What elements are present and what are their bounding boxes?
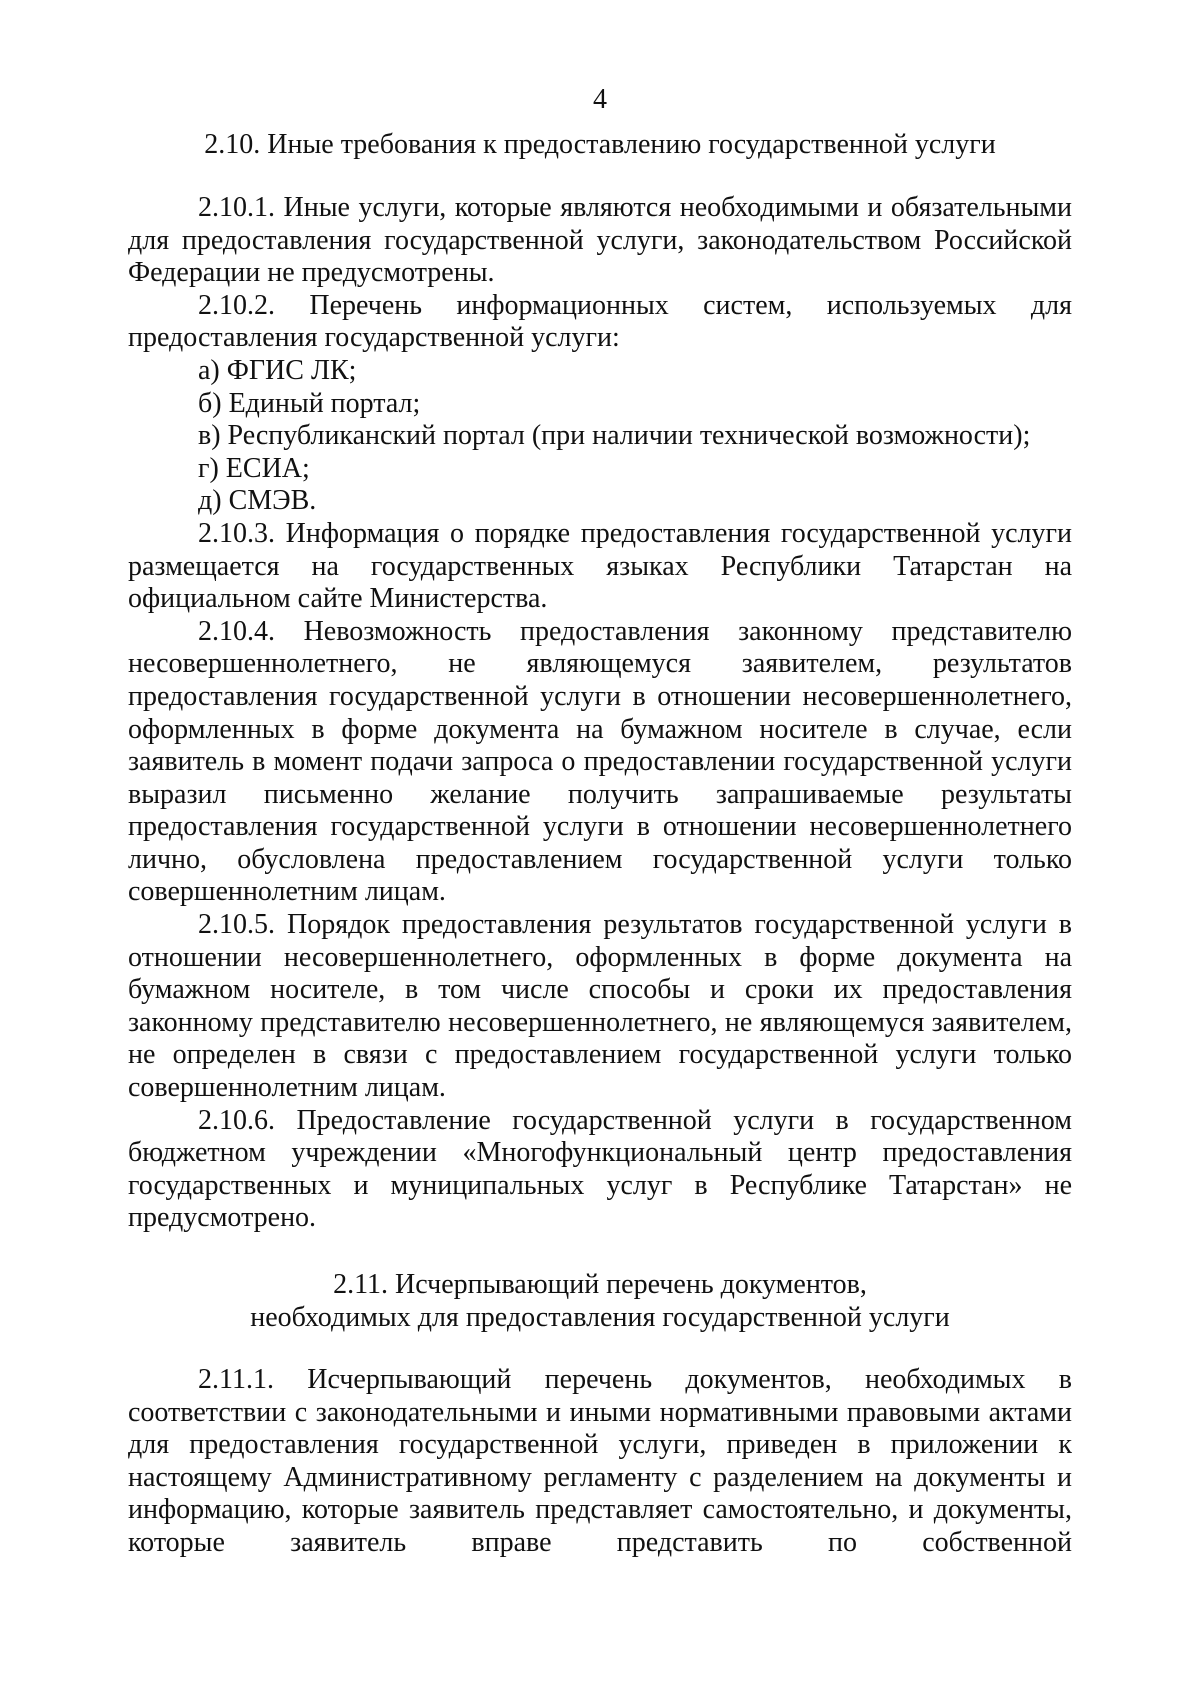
section-body-2-11	[128, 1364, 1072, 1560]
list-item: д) СМЭВ.	[198, 485, 317, 517]
heading-line-1: 2.11. Исчерпывающий перечень документов,	[333, 1269, 867, 1300]
section-body-2-10	[128, 192, 1072, 1235]
section-heading-2-10	[128, 128, 1072, 161]
list-item: б) Единый портал;	[198, 387, 421, 419]
heading-text: 2.10. Иные требования к предоставлению государственной услуги	[204, 129, 996, 160]
paragraph-2-10-5: 2.10.5. Порядок предоставления результатов государственной услуги в отношении несовершеннолетнего, оформленных в форме документа на бумажном носителе, в том числе способы и сроки их предоставления законному представителю несовершеннолетнего, не являющемуся заявителем, не определен в связи с предоставлением государственной услуги только совершеннолетним лицам.	[128, 909, 1072, 1104]
paragraph-2-10-6: 2.10.6. Предоставление государственной услуги в государственном бюджетном учреждении «Многофункциональный центр предоставления государственных и муниципальных услуг в Республике Татарстан» не предусмотрено.	[128, 1104, 1072, 1234]
heading-line-2: необходимых для предоставления государственной услуги	[250, 1302, 950, 1333]
paragraph-2-11-1: 2.11.1. Исчерпывающий перечень документов, необходимых в соответствии с законодательными и иными нормативными правовыми актами для предоставления государственной услуги, приведен в приложении к настоящему Административному регламенту с разделением на документы и информацию, которые заявитель представляет самостоятельно, и документы, которые заявитель вправе представить по собственной	[128, 1364, 1072, 1558]
page-number: 4	[593, 84, 607, 115]
paragraph-2-10-4: 2.10.4. Невозможность предоставления законному представителю несовершеннолетнего, не являющемуся заявителем, результатов предоставления государственной услуги в отношении несовершеннолетнего, оформленных в форме документа на бумажном носителе в случае, если заявитель в момент подачи запроса о предоставлении государственной услуги выразил письменно желание получить запрашиваемые результаты предоставления государственной услуги в отношении несовершеннолетнего лично, обусловлена предоставлением государственной услуги только совершеннолетним лицам.	[128, 615, 1072, 908]
paragraph-2-10-1: 2.10.1. Иные услуги, которые являются необходимыми и обязательными для предоставления государственной услуги, законодательством Российской Федерации не предусмотрены.	[128, 192, 1072, 289]
list-item: г) ЕСИА;	[198, 452, 310, 484]
list-item: в) Республиканский портал (при наличии технической возможности);	[198, 420, 1031, 452]
paragraph-2-10-3: 2.10.3. Информация о порядке предоставления государственной услуги размещается на государственных языках Республики Татарстан на официальном сайте Министерства.	[128, 517, 1072, 615]
list-item: а) ФГИС ЛК;	[198, 354, 357, 386]
paragraph-2-10-2: 2.10.2. Перечень информационных систем, используемых для предоставления государственной услуги:	[128, 289, 1072, 354]
section-heading-2-11	[128, 1268, 1072, 1334]
